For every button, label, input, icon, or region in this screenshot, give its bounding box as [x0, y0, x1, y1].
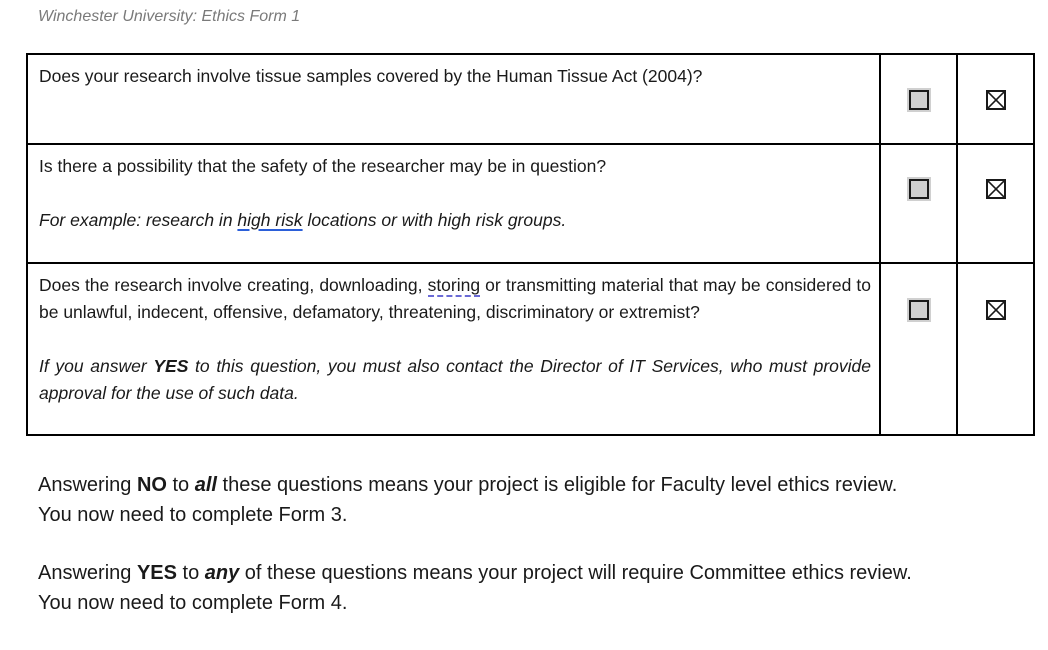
question-1-cell	[27, 54, 880, 144]
footer-no-line1	[38, 470, 897, 500]
footer-yes-bold: YES	[136, 562, 177, 584]
question-3-yes-checkbox[interactable]	[909, 300, 929, 320]
question-2-yes-checkbox[interactable]	[909, 179, 929, 199]
footer-yes-text-a: Answering	[38, 562, 137, 584]
question-row-2	[27, 144, 1034, 263]
question-3-no-checkbox[interactable]	[986, 300, 1006, 320]
question-1-text: Does your research involve tissue samples covered by the Human Tissue Act (2004)?	[39, 66, 703, 86]
footer-yes-emphasis: any	[204, 562, 240, 584]
ethics-question-table	[26, 53, 1035, 436]
footer-no-emphasis: all	[194, 474, 217, 496]
question-3-flagged-word[interactable]: storing	[427, 275, 481, 295]
question-2-text: Is there a possibility that the safety of the researcher may be in question?	[39, 156, 607, 176]
question-row-3	[27, 263, 1034, 435]
question-3-note-suffix: to this question, you must also contact the Director of IT Services, who must provide approval for the use of such data.	[39, 356, 871, 403]
question-1-no-checkbox[interactable]	[986, 90, 1006, 110]
footer-yes-text-c: to	[176, 562, 205, 584]
question-2-cell	[27, 144, 880, 263]
footer-no-text-e: these questions means your project is eligible for Faculty level ethics review.	[216, 474, 898, 496]
footer-no-text-c: to	[166, 474, 195, 496]
question-2-example	[39, 207, 871, 234]
question-1-yes-cell	[880, 54, 957, 144]
question-3-yes-cell	[880, 263, 957, 435]
question-2-example-link[interactable]: high risk	[237, 210, 303, 230]
question-1-yes-checkbox[interactable]	[909, 90, 929, 110]
checkbox-cross-icon	[988, 302, 1004, 318]
question-3-note	[39, 353, 871, 407]
question-1-no-cell	[957, 54, 1034, 144]
question-row-1	[27, 54, 1034, 144]
footer-no-bold: NO	[136, 474, 167, 496]
checkbox-cross-icon	[988, 181, 1004, 197]
footer-yes-line1	[38, 558, 912, 588]
footer-no-line2: You now need to complete Form 3.	[38, 504, 348, 526]
question-3-text-part1: Does the research involve creating, downloading,	[39, 275, 428, 295]
footer-yes-text-e: of these questions means your project will require Committee ethics review.	[239, 562, 912, 584]
form-header-title: Winchester University: Ethics Form 1	[38, 8, 301, 25]
footer-yes-line2: You now need to complete Form 4.	[38, 592, 348, 614]
question-3-text	[39, 272, 871, 326]
checkbox-cross-icon	[988, 92, 1004, 108]
question-3-no-cell	[957, 263, 1034, 435]
question-3-text-part2: or transmitting material that may be considered to be unlawful, indecent, offensive, defamatory, threatening, discriminatory or extremist?	[39, 275, 872, 322]
footer-paragraph-yes	[38, 558, 912, 618]
question-3-cell	[27, 263, 880, 435]
question-2-no-checkbox[interactable]	[986, 179, 1006, 199]
question-2-yes-cell	[880, 144, 957, 263]
question-2-example-prefix: For example: research in	[39, 210, 238, 230]
question-3-note-bold: YES	[153, 356, 189, 376]
question-2-example-suffix: locations or with high risk groups.	[302, 210, 567, 230]
footer-paragraph-no	[38, 470, 897, 530]
question-2-no-cell	[957, 144, 1034, 263]
footer-no-text-a: Answering	[38, 474, 137, 496]
question-3-note-prefix: If you answer	[39, 356, 154, 376]
